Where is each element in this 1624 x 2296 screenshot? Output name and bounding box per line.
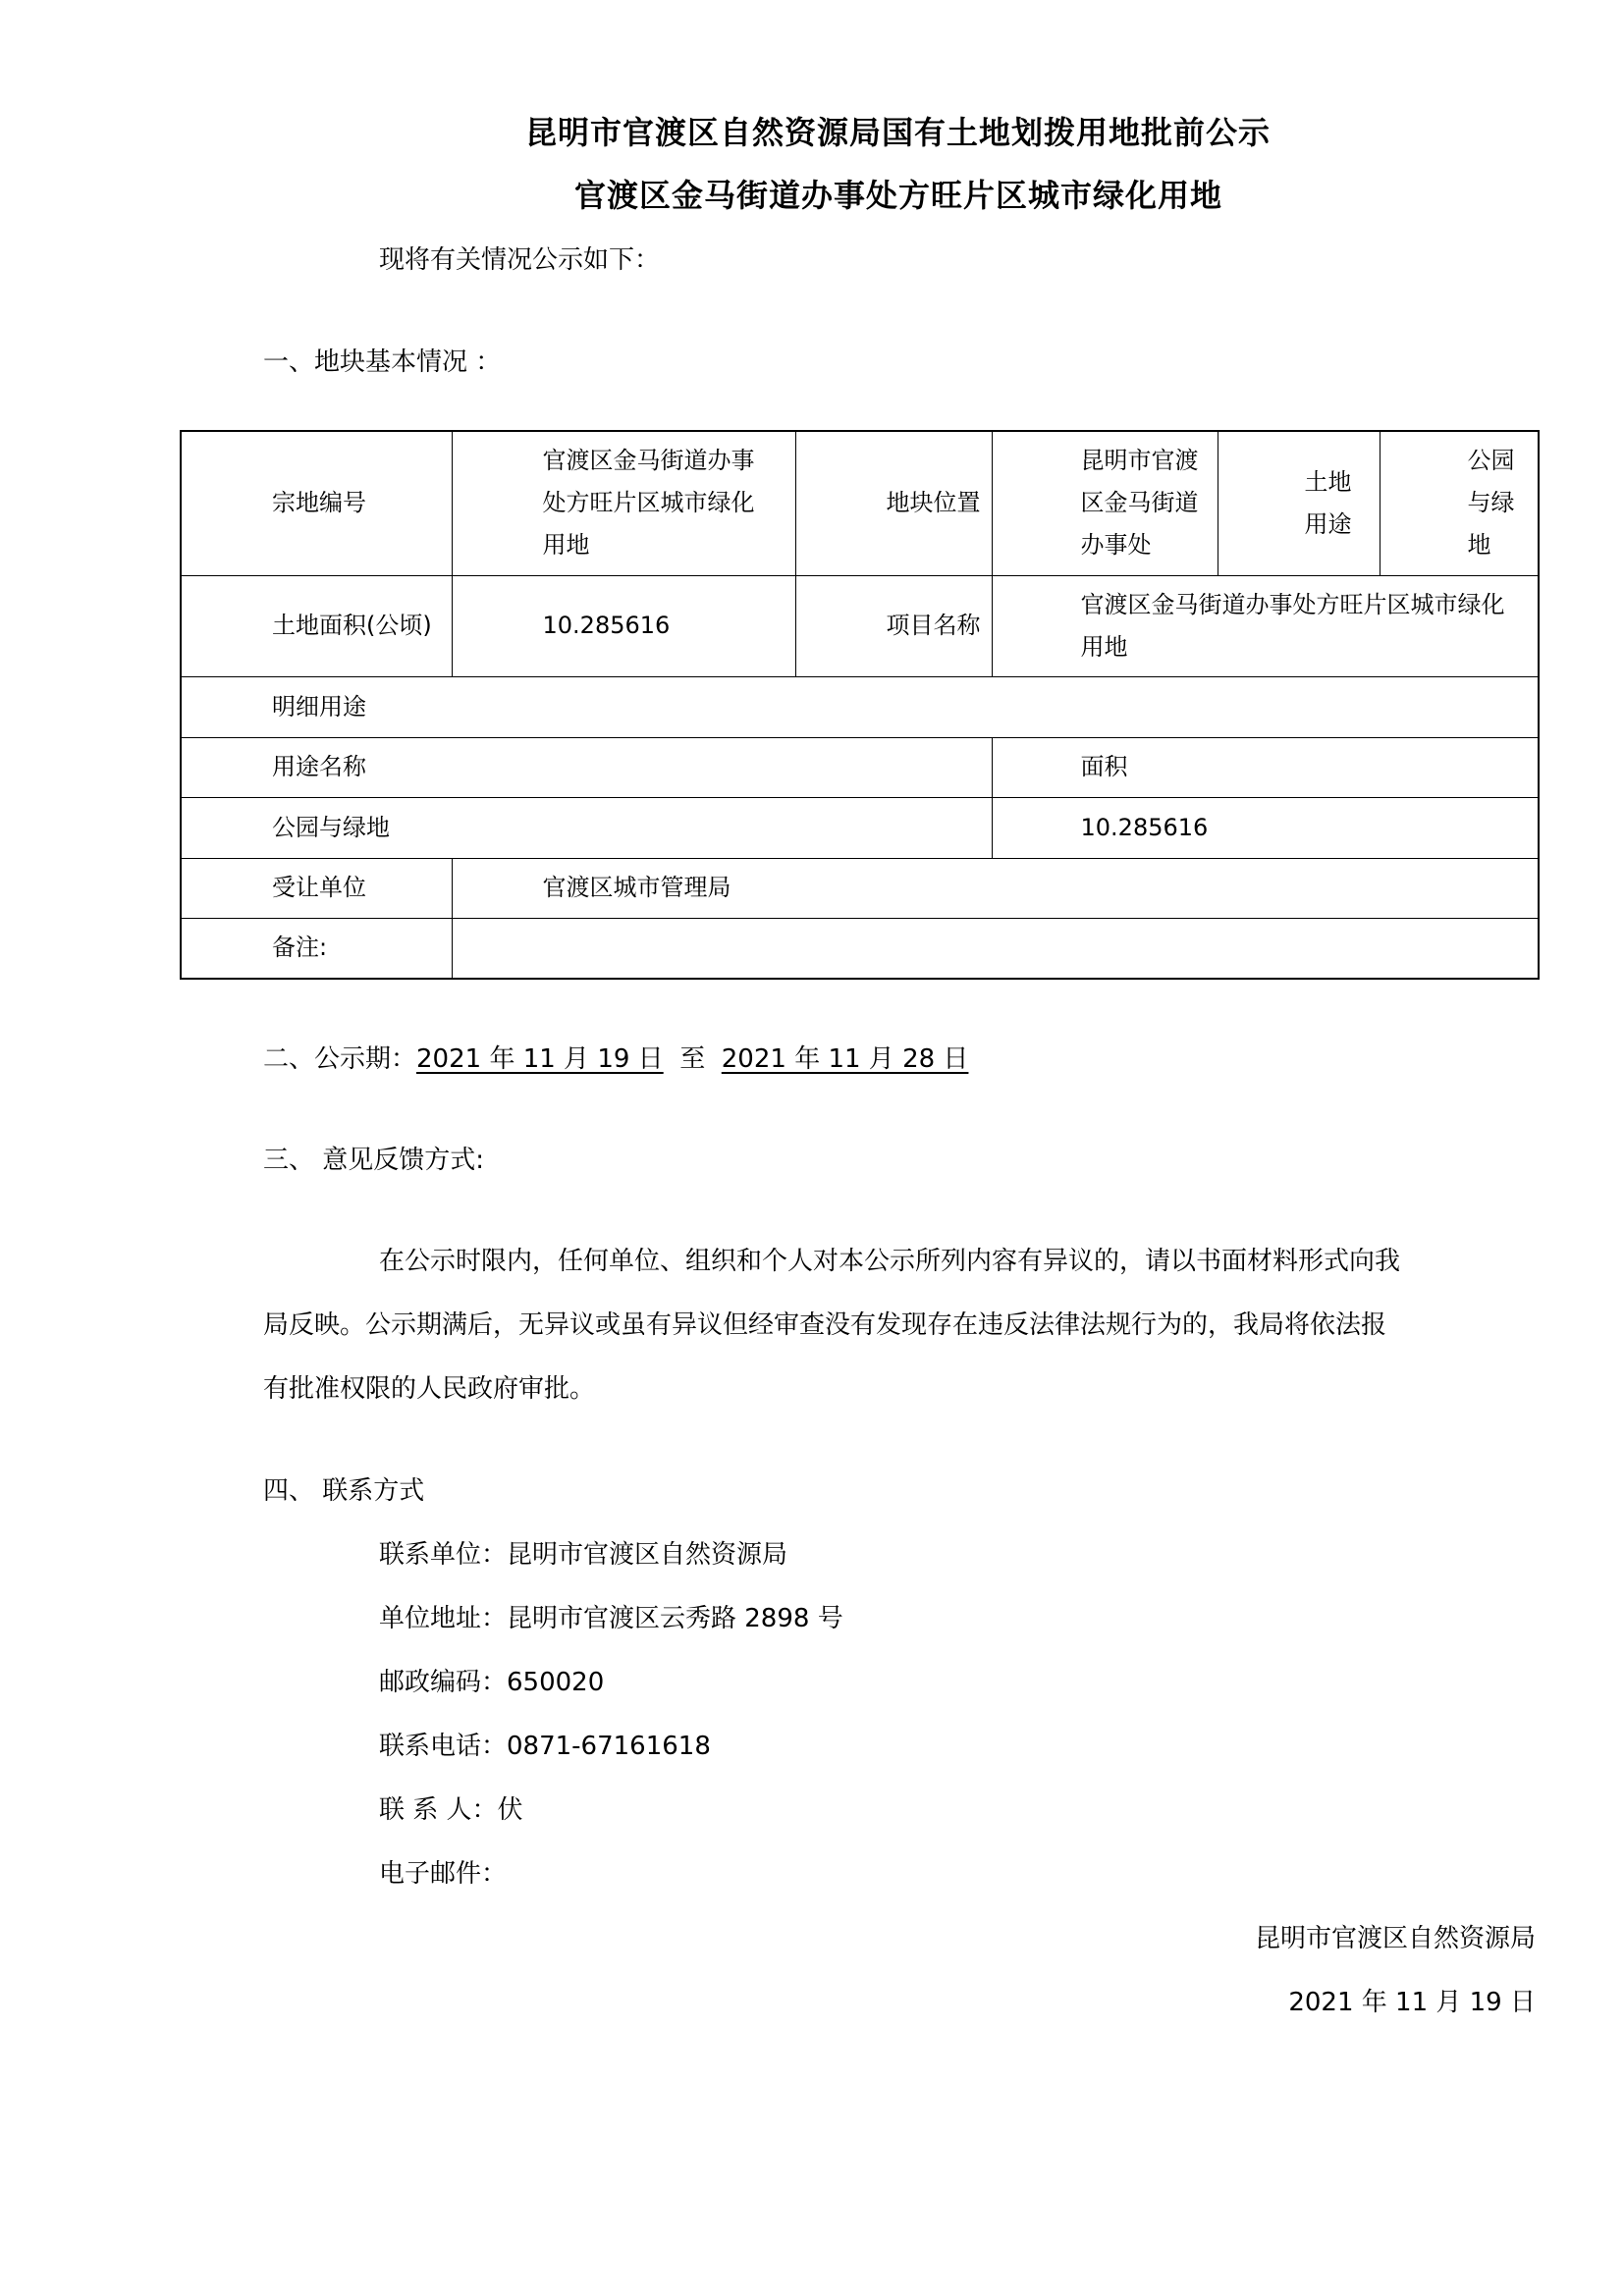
notice-to: 至 bbox=[679, 1044, 706, 1074]
issue-date: 2021 年 11 月 19 日 bbox=[1288, 1988, 1536, 2017]
area-value: 10.285616 bbox=[992, 797, 1539, 858]
intro-text: 现将有关情况公示如下： bbox=[379, 245, 661, 275]
contact-postcode: 邮政编码：650020 bbox=[379, 1668, 605, 1697]
value-project-name: 官渡区金马街道办事处方旺片区城市绿化 用地 bbox=[992, 575, 1539, 676]
value-land-area: 10.285616 bbox=[452, 575, 795, 676]
contact-person: 联 系 人：伏 bbox=[379, 1795, 523, 1825]
feedback-para-line2: 局反映。公示期满后，无异议或虽有异议但经审查没有发现存在违反法律法规行为的，我局将依法报 bbox=[263, 1310, 1387, 1340]
table-row bbox=[181, 676, 1539, 737]
table-row bbox=[181, 431, 1539, 575]
use-name-value: 公园与绿地 bbox=[181, 797, 992, 858]
contact-address: 单位地址：昆明市官渡区云秀路 2898 号 bbox=[379, 1604, 843, 1633]
contact-phone: 联系电话：0871-67161618 bbox=[379, 1732, 711, 1761]
land-info-table bbox=[180, 430, 1540, 980]
section1-heading: 一、地块基本情况 ： bbox=[263, 347, 502, 377]
contact-email: 电子邮件： bbox=[379, 1859, 508, 1889]
contact-unit: 联系单位：昆明市官渡区自然资源局 bbox=[379, 1540, 788, 1570]
value-parcel-code: 官渡区金马街道办事 处方旺片区城市绿化 用地 bbox=[452, 431, 795, 575]
notice-start-date: 2021 年 11 月 19 日 bbox=[416, 1044, 664, 1074]
feedback-para-line1: 在公示时限内，任何单位、组织和个人对本公示所列内容有异议的，请以书面材料形式向我 bbox=[379, 1247, 1401, 1276]
label-land-area: 土地面积(公顷) bbox=[181, 575, 452, 676]
section4-heading: 四、 联系方式 bbox=[263, 1476, 425, 1506]
table-row bbox=[181, 797, 1539, 858]
grantee-label: 受让单位 bbox=[181, 858, 452, 918]
section3-heading: 三、 意见反馈方式: bbox=[263, 1146, 485, 1175]
label-project-name: 项目名称 bbox=[795, 575, 992, 676]
table-row bbox=[181, 918, 1539, 979]
area-header: 面积 bbox=[992, 737, 1539, 797]
table-row bbox=[181, 575, 1539, 676]
label-parcel-code: 宗地编号 bbox=[181, 431, 452, 575]
grantee-value: 官渡区城市管理局 bbox=[452, 858, 1539, 918]
remark-label: 备注: bbox=[181, 918, 452, 979]
value-land-use: 公园 与绿 地 bbox=[1380, 431, 1539, 575]
issuer-name: 昆明市官渡区自然资源局 bbox=[1254, 1924, 1536, 1953]
label-location: 地块位置 bbox=[795, 431, 992, 575]
section2 bbox=[263, 1041, 968, 1078]
page-title-line2: 官渡区金马街道办事处方旺片区城市绿化用地 bbox=[574, 177, 1223, 214]
use-name-header: 用途名称 bbox=[181, 737, 992, 797]
notice-end-date: 2021 年 11 月 28 日 bbox=[721, 1044, 969, 1074]
remark-value bbox=[452, 918, 1539, 979]
feedback-para-line3: 有批准权限的人民政府审批。 bbox=[263, 1374, 596, 1404]
value-location: 昆明市官渡 区金马街道 办事处 bbox=[992, 431, 1218, 575]
section2-heading: 二、公示期： bbox=[263, 1044, 417, 1074]
table-row bbox=[181, 858, 1539, 918]
table-row bbox=[181, 737, 1539, 797]
detail-use-label: 明细用途 bbox=[181, 676, 1539, 737]
page-title-line1: 昆明市官渡区自然资源局国有土地划拨用地批前公示 bbox=[525, 114, 1272, 151]
label-land-use: 土地 用途 bbox=[1218, 431, 1380, 575]
